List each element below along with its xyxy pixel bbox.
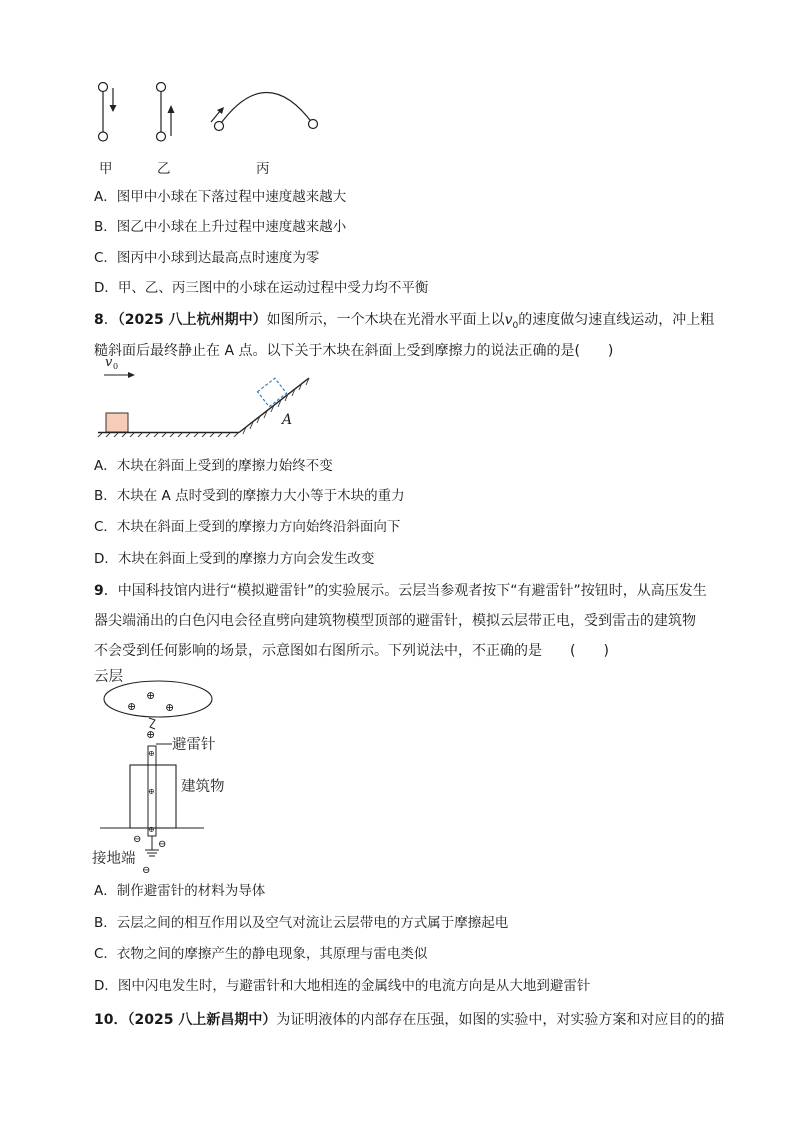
q8-v0-sub: 0 — [512, 320, 519, 331]
q10-number: 10 — [94, 1012, 114, 1028]
cloud-ellipse — [104, 681, 212, 717]
q8-stem-line2: 糙斜面后最终静止在 A 点。以下关于木块在斜面上受到摩擦力的说法正确的是( ) — [94, 343, 614, 359]
q8-text-pre: 如图所示，一个木块在光滑水平面上以 — [266, 312, 505, 328]
figure-jia — [99, 83, 117, 142]
q8-option-b: B．木块在 A 点时受到的摩擦力大小等于木块的重力 — [94, 488, 405, 504]
rod-charge-top: ⊕ — [146, 728, 156, 741]
cloud-charge-3: ⊕ — [165, 701, 175, 714]
q8-v0: v — [504, 312, 513, 328]
q8-option-d: D．木块在斜面上受到的摩擦力方向会发生改变 — [94, 551, 375, 567]
ground-charge-3: ⊖ — [142, 865, 151, 876]
q10-source: ．（2025 八上新昌期中） — [113, 1012, 277, 1028]
q9-stem-line1 — [94, 582, 707, 600]
q8-fig-v-sub: 0 — [113, 362, 119, 371]
point-a-label: A — [282, 412, 293, 428]
rod-charge-3: ⊕ — [148, 825, 155, 834]
q9-stem-line2: 器尖端涌出的白色闪电会径直劈向建筑物模型顶部的避雷针，模拟云层带正电，受到雷击的建筑物 — [94, 613, 696, 629]
q9-stem-line3: 不会受到任何影响的场景，示意图如右图所示。下列说法中，不正确的是 ( ) — [94, 643, 609, 659]
q9-text-1: ．中国科技馆内进行“模拟避雷针”的实验展示。云层当参观者按下“有避雷针”按钮时，从高压发生 — [103, 583, 707, 599]
q9-option-b: B．云层之间的相互作用以及空气对流让云层带电的方式属于摩擦起电 — [94, 915, 509, 931]
figure-yi — [157, 83, 175, 142]
q7-option-d: D．甲、乙、丙三图中的小球在运动过程中受力均不平衡 — [94, 280, 429, 296]
q8-number: 8 — [94, 312, 104, 328]
q8-text-post: 的速度做匀速直线运动，冲上粗 — [518, 312, 715, 328]
cloud-label: 云层 — [94, 669, 123, 685]
q10-text: 为证明液体的内部存在压强，如图的实验中，对实验方案和对应目的的描 — [276, 1012, 725, 1028]
q8-option-c: C．木块在斜面上受到的摩擦力方向始终沿斜面向下 — [94, 519, 401, 535]
q9-option-a: A．制作避雷针的材料为导体 — [94, 883, 266, 899]
q9-figure — [92, 664, 252, 876]
building-label: 建筑物 — [181, 779, 225, 795]
q8-stem-line1: 8．（2025 八上杭州期中）如图所示，一个木块在光滑水平面上以$v_0$的速度做匀速直线运动，冲上粗 — [94, 312, 715, 331]
rod-charge-1: ⊕ — [148, 749, 155, 758]
q9-option-d: D．图中闪电发生时，与避雷针和大地相连的金属线中的电流方向是从大地到避雷针 — [94, 978, 591, 994]
q8-fig-v: v — [105, 355, 113, 370]
figure-bing — [211, 92, 318, 130]
ground-label: 接地端 — [92, 851, 136, 867]
rod-label: 避雷针 — [172, 737, 216, 753]
cloud-charge-2: ⊕ — [127, 700, 137, 713]
rod-charge-2: ⊕ — [148, 787, 155, 796]
label-bing: 丙 — [256, 161, 270, 177]
cloud-charge-1: ⊕ — [146, 689, 156, 702]
ground-charge-1: ⊖ — [133, 834, 142, 845]
label-jia: 甲 — [99, 161, 113, 177]
q10-stem-line1 — [94, 1011, 724, 1029]
q7-figure — [90, 78, 330, 148]
q8-option-a: A．木块在斜面上受到的摩擦力始终不变 — [94, 458, 333, 474]
q8-figure — [96, 345, 314, 437]
q7-option-b: B．图乙中小球在上升过程中速度越来越小 — [94, 219, 347, 235]
q8-source: （2025 八上杭州期中） — [117, 312, 267, 328]
label-yi: 乙 — [157, 161, 171, 177]
block-at-a-dashed — [257, 378, 286, 407]
ground-hatch — [97, 378, 309, 437]
q7-option-a: A．图甲中小球在下落过程中速度越来越大 — [94, 189, 347, 205]
ground-charge-2: ⊖ — [158, 839, 167, 850]
q9-option-c: C．衣物之间的摩擦产生的静电现象，其原理与雷电类似 — [94, 946, 428, 962]
q7-option-c: C．图丙中小球到达最高点时速度为零 — [94, 250, 320, 266]
wooden-block — [106, 413, 128, 432]
q9-number: 9 — [94, 583, 104, 599]
